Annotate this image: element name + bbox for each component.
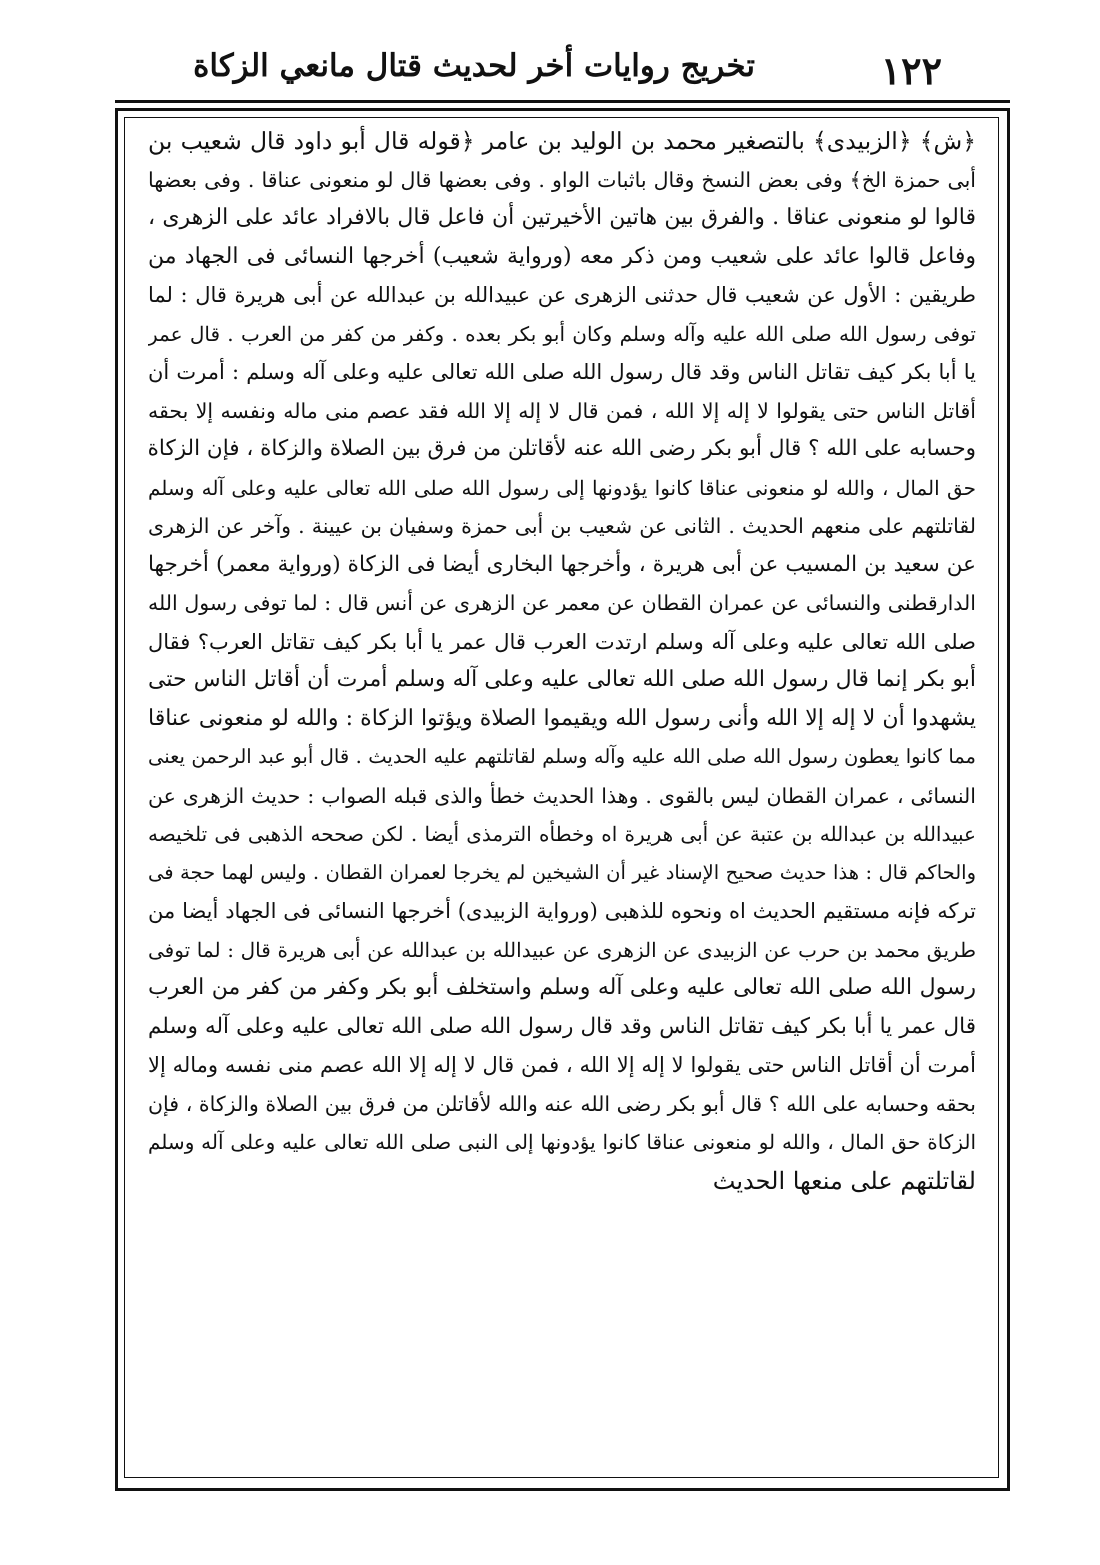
running-head: تخريج روايات أخر لحديث قتال مانعي الزكاة [193,48,755,84]
text-line: أمرت أن أقاتل الناس حتى يقولوا لا إله إلا الله ، فمن قال لا إله إلا الله عصم منى نفسه وماله إلا [148,1053,976,1077]
text-line: قال عمر يا أبا بكر كيف تقاتل الناس وقد قال رسول الله صلى الله تعالى عليه وعلى آله وسلم [148,1013,976,1039]
text-line: ﴿ش﴾ ﴿الزبيدى﴾ بالتصغير محمد بن الوليد بن عامر ﴿قوله قال أبو داود قال شعيب بن [148,127,976,155]
text-line: رسول الله صلى الله تعالى عليه وعلى آله وسلم واستخلف أبو بكر وكفر من كفر من العرب [148,975,976,1000]
text-line: وحسابه على الله ؟ قال أبو بكر رضى الله عنه لأقاتلن من فرق بين الصلاة والزكاة ، فإن الزكاة [148,436,976,461]
text-line: والحاكم قال : هذا حديث صحيح الإسناد غير أن الشيخين لم يخرجا لعمران القطان . وليس لهما حجة فى [148,860,976,884]
text-line: الدارقطنى والنسائى عن عمران القطان عن معمر عن الزهرى عن أنس قال : لما توفى رسول الله [148,591,976,615]
text-line: لقاتلتهم على منعها الحديث [712,1166,976,1195]
text-line: صلى الله تعالى عليه وعلى آله وسلم ارتدت العرب قال عمر يا أبا بكر كيف تقاتل العرب؟ فقال [148,629,976,654]
text-line: بحقه وحسابه على الله ؟ قال أبو بكر رضى الله عنه والله لأقاتلن من فرق بين الصلاة والزكاة ، فإن [148,1091,976,1116]
text-line: توفى رسول الله صلى الله عليه وآله وسلم وكان أبو بكر بعده . وكفر من كفر من العرب . قال عمر [148,321,976,346]
text-line: حق المال ، والله لو منعونى عناقا كانوا يؤدونها إلى رسول الله صلى الله تعالى عليه وعلى آله وسلم [148,475,976,500]
text-line: الزكاة حق المال ، والله لو منعونى عناقا كانوا يؤدونها إلى النبى صلى الله تعالى عليه وعلى آله وسلم [148,1130,976,1154]
text-line: أبى حمزة الخ﴾ وفى بعض النسخ وقال باثبات الواو . وفى بعضها قال لو منعونى عناقا . وفى بعضها [148,167,976,192]
text-line: عبيدالله بن عبدالله بن عتبة عن أبى هريرة اه وخطأه الترمذى أيضا . لكن صححه الذهبى فى تلخيصه [148,822,976,846]
text-line: يشهدوا أن لا إله إلا الله وأنى رسول الله ويقيموا الصلاة ويؤتوا الزكاة : والله لو منعونى عناقا [148,705,976,731]
text-line: وفاعل قالوا عائد على شعيب ومن ذكر معه (ورواية شعيب) أخرجها النسائى فى الجهاد من [148,243,976,269]
commentary-text [148,122,976,1470]
page-header [0,0,1100,110]
text-line: عن سعيد بن المسيب عن أبى هريرة ، وأخرجها البخارى أيضا فى الزكاة (ورواية معمر) أخرجها [148,551,976,577]
text-line: طريق محمد بن حرب عن الزبيدى عن الزهرى عن عبيدالله بن عبدالله عن أبى هريرة قال : لما توفى [148,937,976,962]
text-line: تركه فإنه مستقيم الحديث اه ونحوه للذهبى (ورواية الزبيدى) أخرجها النسائى فى الجهاد أيضا من [148,899,976,923]
text-line: أقاتل الناس حتى يقولوا لا إله إلا الله ، فمن قال لا إله إلا الله فقد عصم منى ماله ونفسه إلا بحقه [148,398,976,423]
page-number: ١٢٢ [880,48,942,93]
text-line: مما كانوا يعطون رسول الله صلى الله عليه وآله وسلم لقاتلتهم عليه الحديث . قال أبو عبد الرحمن يعنى [148,745,976,768]
header-rule [115,100,1010,103]
text-line: النسائى ، عمران القطان ليس بالقوى . وهذا الحديث خطأ والذى قبله الصواب : حديث الزهرى عن [148,783,976,808]
text-line: طريقين : الأول عن شعيب قال حدثنى الزهرى عن عبيدالله بن عبدالله عن أبى هريرة قال : لما [148,283,976,307]
text-line: يا أبا بكر كيف تقاتل الناس وقد قال رسول الله صلى الله تعالى عليه وعلى آله وسلم : أمرت أن [148,360,976,384]
text-line: أبو بكر إنما قال رسول الله صلى الله تعالى عليه وعلى آله وسلم أمرت أن أقاتل الناس حتى [148,667,976,692]
text-line: قالوا لو منعونى عناقا . والفرق بين هاتين الأخيرتين أن فاعل قال بالافراد عائد على الزهرى ، [148,205,976,230]
text-line: لقاتلتهم على منعهم الحديث . الثانى عن شعيب بن أبى حمزة وسفيان بن عيينة . وآخر عن الزهرى [148,514,976,538]
